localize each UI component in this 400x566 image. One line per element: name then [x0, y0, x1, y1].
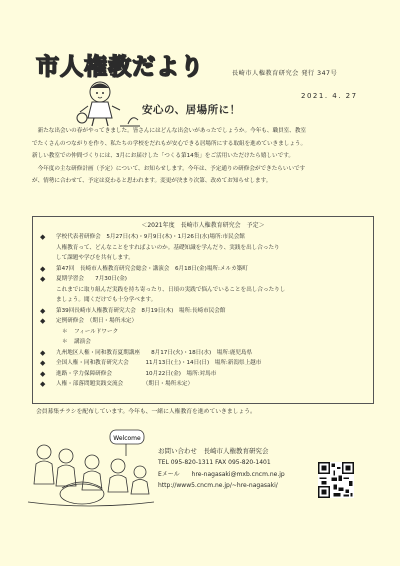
- schedule-item: [38, 306, 368, 317]
- diamond-bullet-icon: ◆: [40, 380, 46, 388]
- schedule-item: [38, 274, 368, 285]
- diamond-bullet-icon: ◆: [40, 306, 46, 315]
- schedule-item: [38, 379, 368, 390]
- contact-block: [158, 446, 285, 491]
- schedule-item: [38, 337, 368, 348]
- membership-note: 会員募集チラシを配布しています。今年も、一緒に人権教育を進めていきましょう。: [36, 409, 256, 415]
- schedule-item: [38, 253, 368, 264]
- qr-code-icon[interactable]: [318, 462, 354, 498]
- diamond-bullet-icon: ◆: [40, 233, 46, 241]
- contact-url[interactable]: http://www5.cncm.ne.jp/~hre-nagasaki/: [158, 481, 278, 489]
- schedule-list: [38, 232, 368, 390]
- schedule-item: [38, 232, 368, 243]
- schedule-item: [38, 243, 368, 254]
- schedule-item: [38, 369, 368, 380]
- schedule-item-text: 人権教育って、どんなことをすればよいのか。基礎知識を学んだり、実践を出し合ったり: [56, 244, 280, 251]
- diamond-bullet-icon: ◆: [40, 348, 46, 357]
- asterisk-bullet-icon: ＊: [62, 339, 68, 345]
- intro-paragraph: 新たな出会いの春がやってきました。皆さんにはどんな出会いがあったでしょうか。今年も、職員室、教室 でたくさんのつながりを作り、私たちの学校をだれもが安心できる居場所にする取組を進めていきましょう。 新しい教室での仲間づくりには、3月にお届けした「つくる第14集」をご活用いただけたら嬉しいです。 今年度の主な研修計画（予定）について、お知らせします。今年は、予定通りの研修会ができたらいいです が、情勢に合わせて、予定は変わると思われます。変更が決まり次第、改めてお知らせします。: [32, 128, 307, 184]
- schedule-item-text: 夏期学習会 7月30日(金): [56, 276, 127, 282]
- contact-phone: TEL 095-820-1311 FAX 095-820-1401: [158, 459, 271, 467]
- schedule-item-text: ましょう。聞くだけでも十分学べます。: [56, 297, 157, 303]
- schedule-item-text: フィールドワーク: [74, 328, 119, 335]
- schedule-item: [38, 316, 368, 327]
- schedule-item: [38, 348, 368, 359]
- schedule-item-text: 学校代表者研修会 5月27日(木)・9月9日(木)・1月26日(水)場所:市民会館: [56, 234, 245, 240]
- schedule-item-text: 第47回 長崎市人権教育研究会総会・講演会 6月18日(金)場所:メルカ築町: [56, 265, 248, 272]
- issuer-line: 長崎市人権教育研究会 発行 347号: [232, 70, 338, 77]
- schedule-item-text: 人権・部落問題実践交流会 （期日・場所未定）: [56, 381, 194, 387]
- schedule-item: [38, 295, 368, 306]
- illustration-children-welcome: [26, 422, 156, 508]
- contact-email[interactable]: Eメール hre-nagasaki@mxb.cncm.ne.jp: [158, 470, 285, 478]
- schedule-item: [38, 358, 368, 369]
- subtitle: 安心の、居場所に！: [142, 104, 241, 116]
- schedule-box: [32, 216, 374, 404]
- diamond-bullet-icon: ◆: [40, 369, 46, 378]
- schedule-item-text: これまでに取り組んだ実践を持ち寄ったり、日頃の実践で悩んでいることを出し合ったりし: [56, 286, 286, 293]
- schedule-item-text: 全国人権・同和教育研究大会 11月13日(土)・14日(日) 場所:新潟県上越市: [56, 360, 262, 366]
- schedule-item: [38, 264, 368, 275]
- schedule-item: [38, 285, 368, 296]
- schedule-item: [38, 327, 368, 338]
- schedule-heading: ＜2021年度 長崎市人権教育研究会 予定＞: [141, 222, 265, 229]
- schedule-item-text: 九州地区人権・同和教育夏期講座 8月17日(火)・18日(水) 場所:鹿児島県: [56, 349, 253, 356]
- newsletter-title: 市人権教だより: [36, 54, 204, 80]
- diamond-bullet-icon: ◆: [40, 317, 46, 325]
- issue-date: 2021. 4. 27: [301, 92, 358, 100]
- child-with-ball-icon: [70, 78, 142, 128]
- asterisk-bullet-icon: ＊: [62, 328, 68, 335]
- schedule-item-text: 講演会: [74, 339, 91, 345]
- schedule-item-text: 第39回長崎市人権教育研究大会 8月19日(木) 場所:長崎市民会館: [56, 307, 226, 314]
- diamond-bullet-icon: ◆: [40, 359, 46, 367]
- contact-heading: お問い合わせ 長崎市人権教育研究会: [158, 447, 269, 455]
- schedule-item-text: して課題や学びを共有します。: [56, 255, 134, 261]
- schedule-item-text: 定例研修会 （期日・場所未定）: [56, 318, 138, 324]
- diamond-bullet-icon: ◆: [40, 264, 46, 273]
- welcome-sign: Welcome: [113, 435, 141, 442]
- diamond-bullet-icon: ◆: [40, 275, 46, 283]
- schedule-item-text: 進路・学力保障研修会 10月22日(金) 場所:対馬市: [56, 370, 217, 377]
